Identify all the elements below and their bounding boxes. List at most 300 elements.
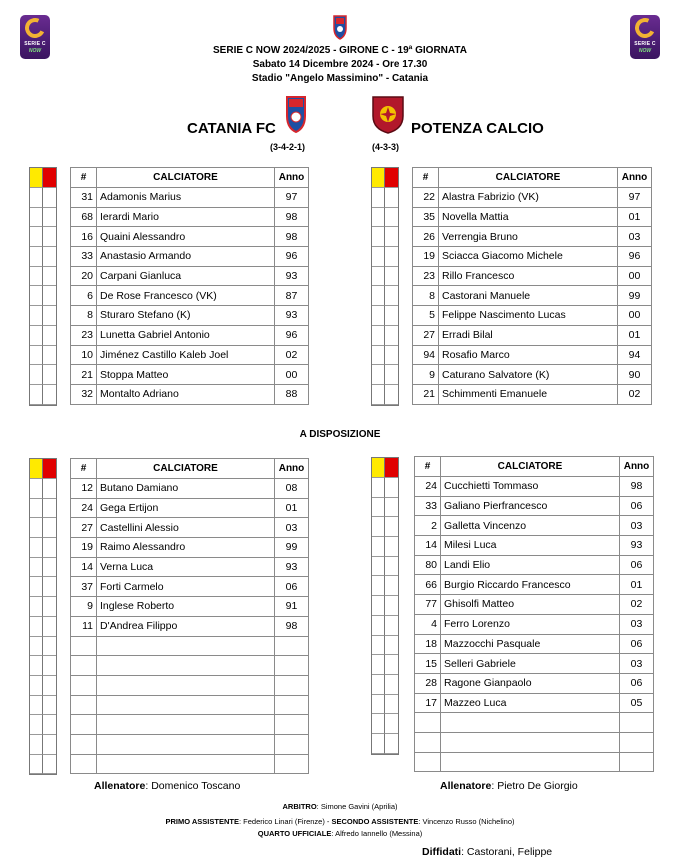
player-number: 21 xyxy=(413,384,439,404)
table-row xyxy=(413,384,652,404)
fourth-official-label: QUARTO UFFICIALE xyxy=(257,829,332,838)
player-name: Erradi Bilal xyxy=(439,325,618,345)
home-coach xyxy=(94,780,240,792)
card-slot xyxy=(385,365,398,385)
card-slot xyxy=(385,385,398,405)
player-name: Felippe Nascimento Lucas xyxy=(439,306,618,326)
table-row xyxy=(413,306,652,326)
card-slot xyxy=(372,655,385,675)
card-slot xyxy=(43,227,56,247)
table-row xyxy=(413,325,652,345)
card-slot xyxy=(30,617,43,637)
away-coach-name: : Pietro De Giorgio xyxy=(491,780,578,792)
player-name: Lunetta Gabriel Antonio xyxy=(97,325,275,345)
header-year: Anno xyxy=(618,168,652,188)
header-num: # xyxy=(413,168,439,188)
player-year: 93 xyxy=(620,536,654,556)
card-slot xyxy=(30,286,43,306)
player-number xyxy=(71,675,97,695)
table-row xyxy=(71,715,309,735)
player-number: 9 xyxy=(71,597,97,617)
table-row xyxy=(71,188,309,208)
player-year: 96 xyxy=(618,247,652,267)
player-year: 99 xyxy=(618,286,652,306)
card-slot xyxy=(372,596,385,616)
player-name: Rosafio Marco xyxy=(439,345,618,365)
card-slot xyxy=(43,208,56,228)
cautioned-label: Diffidati xyxy=(422,846,462,858)
table-row xyxy=(71,247,309,267)
player-number: 32 xyxy=(71,384,97,404)
player-year: 06 xyxy=(620,555,654,575)
home-subs-cards xyxy=(29,458,57,775)
away-starters-table xyxy=(412,167,652,405)
table-row xyxy=(71,656,309,676)
card-slot xyxy=(372,365,385,385)
referee-label: ARBITRO xyxy=(282,802,317,811)
header-num: # xyxy=(415,457,441,477)
table-row xyxy=(413,266,652,286)
player-name: Adamonis Marius xyxy=(97,188,275,208)
player-year: 97 xyxy=(618,188,652,208)
table-row xyxy=(71,675,309,695)
player-year: 96 xyxy=(275,247,309,267)
player-name: Forti Carmelo xyxy=(97,577,275,597)
table-row xyxy=(415,496,654,516)
player-year: 97 xyxy=(275,188,309,208)
table-row xyxy=(415,595,654,615)
card-slot xyxy=(43,676,56,696)
table-row xyxy=(415,575,654,595)
player-name xyxy=(441,752,620,772)
player-year: 94 xyxy=(618,345,652,365)
card-slot xyxy=(43,479,56,499)
player-year: 06 xyxy=(275,577,309,597)
card-slot xyxy=(385,227,398,247)
player-year: 96 xyxy=(275,325,309,345)
card-slot xyxy=(43,499,56,519)
card-slot xyxy=(43,385,56,405)
player-year: 90 xyxy=(618,365,652,385)
card-slot xyxy=(372,734,385,754)
table-row xyxy=(71,557,309,577)
card-slot xyxy=(30,656,43,676)
away-formation: (4-3-3) xyxy=(372,142,400,152)
table-row xyxy=(415,654,654,674)
player-year xyxy=(620,732,654,752)
card-slot xyxy=(385,286,398,306)
player-name xyxy=(97,636,275,656)
table-row xyxy=(413,286,652,306)
card-slot xyxy=(385,208,398,228)
card-slot xyxy=(385,675,398,695)
card-slot xyxy=(372,498,385,518)
card-slot xyxy=(372,208,385,228)
player-number: 4 xyxy=(415,614,441,634)
player-number xyxy=(71,636,97,656)
card-slot xyxy=(372,306,385,326)
header-year: Anno xyxy=(275,168,309,188)
logo-text: SERIE C xyxy=(24,41,46,47)
card-slot xyxy=(30,558,43,578)
card-slot xyxy=(385,306,398,326)
card-slot xyxy=(372,346,385,366)
player-number: 31 xyxy=(71,188,97,208)
logo-text: SERIE C xyxy=(634,41,656,47)
card-slot xyxy=(372,385,385,405)
card-slot xyxy=(30,715,43,735)
player-name: Ferro Lorenzo xyxy=(441,614,620,634)
table-row xyxy=(71,754,309,774)
player-name: Anastasio Armando xyxy=(97,247,275,267)
player-number: 12 xyxy=(71,479,97,499)
player-name: De Rose Francesco (VK) xyxy=(97,286,275,306)
table-row xyxy=(71,577,309,597)
player-number: 9 xyxy=(413,365,439,385)
card-slot xyxy=(385,714,398,734)
home-coach-label: Allenatore xyxy=(94,780,146,792)
header-player: CALCIATORE xyxy=(97,459,275,479)
player-name: Galiano Pierfrancesco xyxy=(441,496,620,516)
catania-crest-top-icon xyxy=(332,14,348,40)
player-year: 87 xyxy=(275,286,309,306)
player-year xyxy=(275,715,309,735)
header-player: CALCIATORE xyxy=(441,457,620,477)
player-year: 00 xyxy=(618,306,652,326)
player-number: 66 xyxy=(415,575,441,595)
table-header-row xyxy=(413,168,652,188)
player-year: 01 xyxy=(618,325,652,345)
card-slot xyxy=(385,616,398,636)
header-num: # xyxy=(71,459,97,479)
player-year: 06 xyxy=(620,673,654,693)
player-number: 37 xyxy=(71,577,97,597)
player-name: Inglese Roberto xyxy=(97,597,275,617)
player-name: Verrengia Bruno xyxy=(439,227,618,247)
player-name: D'Andrea Filippo xyxy=(97,616,275,636)
player-name xyxy=(97,715,275,735)
card-slot xyxy=(372,267,385,287)
table-row xyxy=(415,536,654,556)
home-formation: (3-4-2-1) xyxy=(270,142,306,152)
player-year xyxy=(620,713,654,733)
card-slot xyxy=(385,636,398,656)
player-year: 03 xyxy=(275,518,309,538)
table-row xyxy=(71,695,309,715)
home-team-name: CATANIA FC xyxy=(187,120,276,137)
yellow-card-icon xyxy=(30,459,43,479)
card-slot xyxy=(385,655,398,675)
player-name: Galletta Vincenzo xyxy=(441,516,620,536)
table-row xyxy=(71,227,309,247)
player-number: 35 xyxy=(413,207,439,227)
fourth-official-line xyxy=(0,829,680,838)
yellow-card-icon xyxy=(372,168,385,188)
player-name: Sciacca Giacomo Michele xyxy=(439,247,618,267)
player-year xyxy=(275,695,309,715)
player-year: 03 xyxy=(620,614,654,634)
table-row xyxy=(71,636,309,656)
card-slot xyxy=(30,637,43,657)
player-number: 68 xyxy=(71,207,97,227)
away-subs-table xyxy=(414,456,654,772)
table-row xyxy=(413,247,652,267)
cautioned-names: : Castorani, Felippe xyxy=(461,846,553,858)
table-row xyxy=(415,516,654,536)
table-row xyxy=(415,614,654,634)
player-name: Schimmenti Emanuele xyxy=(439,384,618,404)
player-number: 80 xyxy=(415,555,441,575)
competition-line: SERIE C NOW 2024/2025 - GIRONE C - 19ª GIORNATA xyxy=(213,45,467,56)
player-name: Burgio Riccardo Francesco xyxy=(441,575,620,595)
card-slot xyxy=(372,636,385,656)
card-slot xyxy=(372,517,385,537)
card-slot xyxy=(372,537,385,557)
card-slot xyxy=(385,517,398,537)
player-number: 26 xyxy=(413,227,439,247)
table-row xyxy=(71,518,309,538)
red-card-icon xyxy=(385,458,398,478)
player-number: 21 xyxy=(71,365,97,385)
player-name: Ragone Gianpaolo xyxy=(441,673,620,693)
away-subs-cards xyxy=(371,457,399,755)
card-slot xyxy=(372,557,385,577)
card-slot xyxy=(43,538,56,558)
player-year xyxy=(275,656,309,676)
card-slot xyxy=(385,188,398,208)
card-slot xyxy=(43,715,56,735)
player-name: Novella Mattia xyxy=(439,207,618,227)
table-row xyxy=(413,207,652,227)
player-name: Castorani Manuele xyxy=(439,286,618,306)
card-slot xyxy=(385,346,398,366)
player-number: 2 xyxy=(415,516,441,536)
player-year: 00 xyxy=(275,365,309,385)
card-slot xyxy=(372,675,385,695)
table-header-row xyxy=(415,457,654,477)
player-year: 98 xyxy=(275,207,309,227)
second-assistant-label: SECONDO ASSISTENTE xyxy=(331,817,419,826)
card-slot xyxy=(30,385,43,405)
card-slot xyxy=(372,286,385,306)
player-number: 27 xyxy=(413,325,439,345)
player-number: 33 xyxy=(71,247,97,267)
player-name: Rillo Francesco xyxy=(439,266,618,286)
card-slot xyxy=(30,499,43,519)
away-coach xyxy=(440,780,578,792)
fourth-official-name: : Alfredo Iannello (Messina) xyxy=(331,829,423,838)
card-slot xyxy=(372,616,385,636)
table-row xyxy=(415,673,654,693)
card-slot xyxy=(30,696,43,716)
card-slot xyxy=(30,676,43,696)
card-slot xyxy=(43,188,56,208)
stadium-line: Stadio "Angelo Massimino" - Catania xyxy=(251,73,429,84)
header-num: # xyxy=(71,168,97,188)
card-slot xyxy=(30,227,43,247)
card-slot xyxy=(43,617,56,637)
player-number: 14 xyxy=(415,536,441,556)
player-number: 16 xyxy=(71,227,97,247)
player-year: 03 xyxy=(618,227,652,247)
player-year: 06 xyxy=(620,496,654,516)
player-name xyxy=(97,656,275,676)
player-number xyxy=(71,754,97,774)
player-name: Montalto Adriano xyxy=(97,384,275,404)
player-name: Gega Ertijon xyxy=(97,498,275,518)
player-number: 10 xyxy=(71,345,97,365)
card-slot xyxy=(385,478,398,498)
card-slot xyxy=(43,346,56,366)
player-number: 24 xyxy=(71,498,97,518)
home-starters-table xyxy=(70,167,309,405)
player-year: 98 xyxy=(620,477,654,497)
player-number: 24 xyxy=(415,477,441,497)
player-name xyxy=(97,734,275,754)
player-year: 88 xyxy=(275,384,309,404)
player-name: Butano Damiano xyxy=(97,479,275,499)
player-year: 93 xyxy=(275,306,309,326)
card-slot xyxy=(385,695,398,715)
first-assistant-name: : Federico Linari (Firenze) - xyxy=(238,817,332,826)
card-slot xyxy=(30,365,43,385)
player-number: 77 xyxy=(415,595,441,615)
player-number xyxy=(71,715,97,735)
player-year xyxy=(275,636,309,656)
player-year: 01 xyxy=(618,207,652,227)
table-row xyxy=(71,538,309,558)
player-name: Ghisolfi Matteo xyxy=(441,595,620,615)
card-slot xyxy=(372,188,385,208)
player-number: 18 xyxy=(415,634,441,654)
table-row xyxy=(71,597,309,617)
red-card-icon xyxy=(43,459,56,479)
table-row xyxy=(71,498,309,518)
card-slot xyxy=(43,267,56,287)
card-slot xyxy=(43,696,56,716)
catania-crest-icon xyxy=(284,94,308,134)
first-assistant-label: PRIMO ASSISTENTE xyxy=(165,817,239,826)
serie-c-ring-icon xyxy=(22,15,48,41)
player-number xyxy=(415,713,441,733)
card-slot xyxy=(30,479,43,499)
serie-c-ring-icon xyxy=(632,15,658,41)
table-row xyxy=(71,286,309,306)
table-row xyxy=(415,555,654,575)
yellow-card-icon xyxy=(372,458,385,478)
player-name: Sturaro Stefano (K) xyxy=(97,306,275,326)
player-number: 19 xyxy=(71,538,97,558)
table-row xyxy=(71,365,309,385)
player-year: 00 xyxy=(618,266,652,286)
table-row xyxy=(415,732,654,752)
card-slot xyxy=(372,576,385,596)
card-slot xyxy=(372,714,385,734)
table-row xyxy=(71,616,309,636)
player-year: 93 xyxy=(275,266,309,286)
table-row xyxy=(413,188,652,208)
table-row xyxy=(413,345,652,365)
away-coach-label: Allenatore xyxy=(440,780,492,792)
player-year xyxy=(275,734,309,754)
table-row xyxy=(415,693,654,713)
card-slot xyxy=(30,577,43,597)
card-slot xyxy=(372,247,385,267)
table-row xyxy=(415,634,654,654)
table-row xyxy=(415,713,654,733)
player-number: 5 xyxy=(413,306,439,326)
player-number xyxy=(415,732,441,752)
player-year: 98 xyxy=(275,616,309,636)
logo-now: NOW xyxy=(28,48,42,54)
player-name: Raimo Alessandro xyxy=(97,538,275,558)
card-slot xyxy=(30,188,43,208)
card-slot xyxy=(30,267,43,287)
card-slot xyxy=(43,286,56,306)
table-header-row xyxy=(71,459,309,479)
card-slot xyxy=(43,326,56,346)
referee-name: : Simone Gavini (Aprilia) xyxy=(316,802,398,811)
card-slot xyxy=(385,596,398,616)
player-name xyxy=(97,675,275,695)
referee-line xyxy=(0,802,680,811)
player-year: 02 xyxy=(620,595,654,615)
player-number: 6 xyxy=(71,286,97,306)
potenza-crest-icon xyxy=(371,94,405,134)
player-year xyxy=(275,675,309,695)
player-year xyxy=(275,754,309,774)
player-number: 27 xyxy=(71,518,97,538)
player-number: 17 xyxy=(415,693,441,713)
player-name: Quaini Alessandro xyxy=(97,227,275,247)
table-row xyxy=(71,384,309,404)
player-number: 11 xyxy=(71,616,97,636)
player-number: 14 xyxy=(71,557,97,577)
player-name: Mazzocchi Pasquale xyxy=(441,634,620,654)
header-year: Anno xyxy=(620,457,654,477)
player-year: 91 xyxy=(275,597,309,617)
table-row xyxy=(71,479,309,499)
header-player: CALCIATORE xyxy=(97,168,275,188)
player-name: Carpani Gianluca xyxy=(97,266,275,286)
card-slot xyxy=(43,365,56,385)
card-slot xyxy=(372,326,385,346)
player-name: Ierardi Mario xyxy=(97,207,275,227)
player-number: 33 xyxy=(415,496,441,516)
table-row xyxy=(71,345,309,365)
player-number: 15 xyxy=(415,654,441,674)
assistants-line xyxy=(0,817,680,826)
player-year: 02 xyxy=(618,384,652,404)
red-card-icon xyxy=(43,168,56,188)
header-player: CALCIATORE xyxy=(439,168,618,188)
player-name: Stoppa Matteo xyxy=(97,365,275,385)
player-year: 03 xyxy=(620,516,654,536)
card-slot xyxy=(30,538,43,558)
card-slot xyxy=(30,755,43,775)
card-slot xyxy=(43,637,56,657)
table-row xyxy=(71,734,309,754)
player-name: Cucchietti Tommaso xyxy=(441,477,620,497)
player-number: 8 xyxy=(71,306,97,326)
card-slot xyxy=(30,597,43,617)
cautioned-players xyxy=(422,846,552,858)
card-slot xyxy=(43,558,56,578)
yellow-card-icon xyxy=(30,168,43,188)
home-coach-name: : Domenico Toscano xyxy=(145,780,241,792)
player-name: Mazzeo Luca xyxy=(441,693,620,713)
player-year: 01 xyxy=(275,498,309,518)
